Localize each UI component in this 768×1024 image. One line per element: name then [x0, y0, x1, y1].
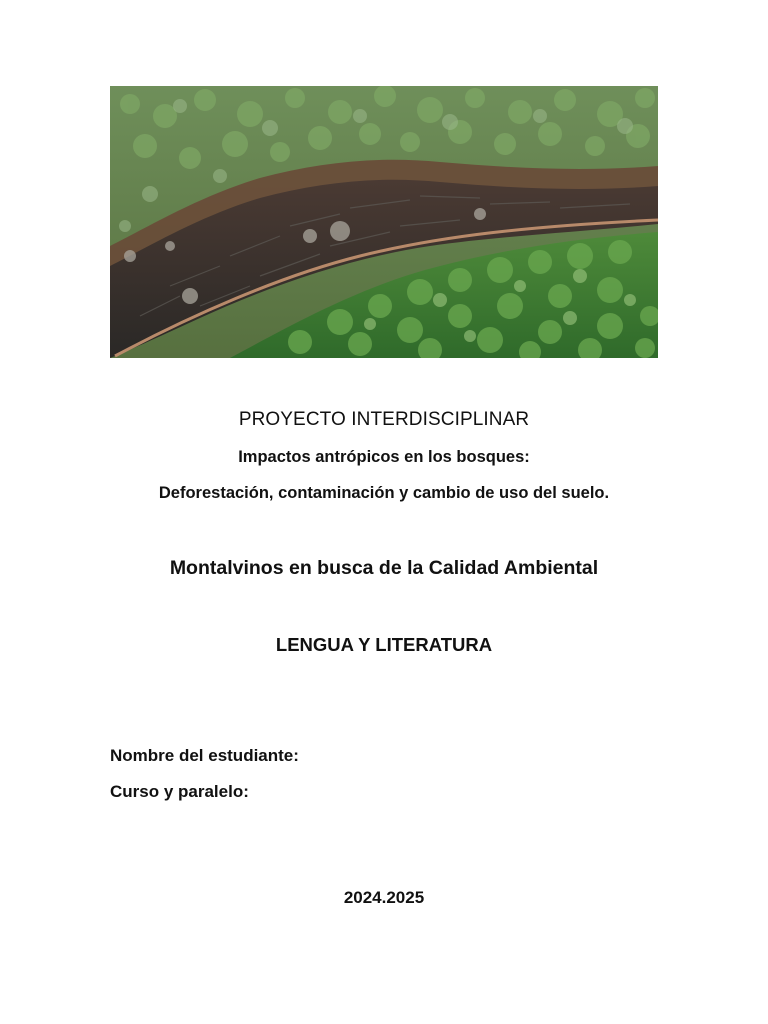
- cover-photo: [110, 86, 658, 358]
- school-year: 2024.2025: [343, 888, 425, 907]
- deforestation-aerial-image: [110, 86, 658, 358]
- topic-description: Deforestación, contaminación y cambio de uso del suelo.: [158, 484, 610, 502]
- subject-title: LENGUA Y LITERATURA: [275, 634, 493, 655]
- topic-heading: Impactos antrópicos en los bosques:: [238, 448, 530, 466]
- student-name-label: Nombre del estudiante:: [110, 746, 299, 765]
- course-label: Curso y paralelo:: [110, 782, 249, 801]
- project-motto: Montalvinos en busca de la Calidad Ambiental: [169, 557, 599, 579]
- project-title: PROYECTO INTERDISCIPLINAR: [238, 409, 530, 430]
